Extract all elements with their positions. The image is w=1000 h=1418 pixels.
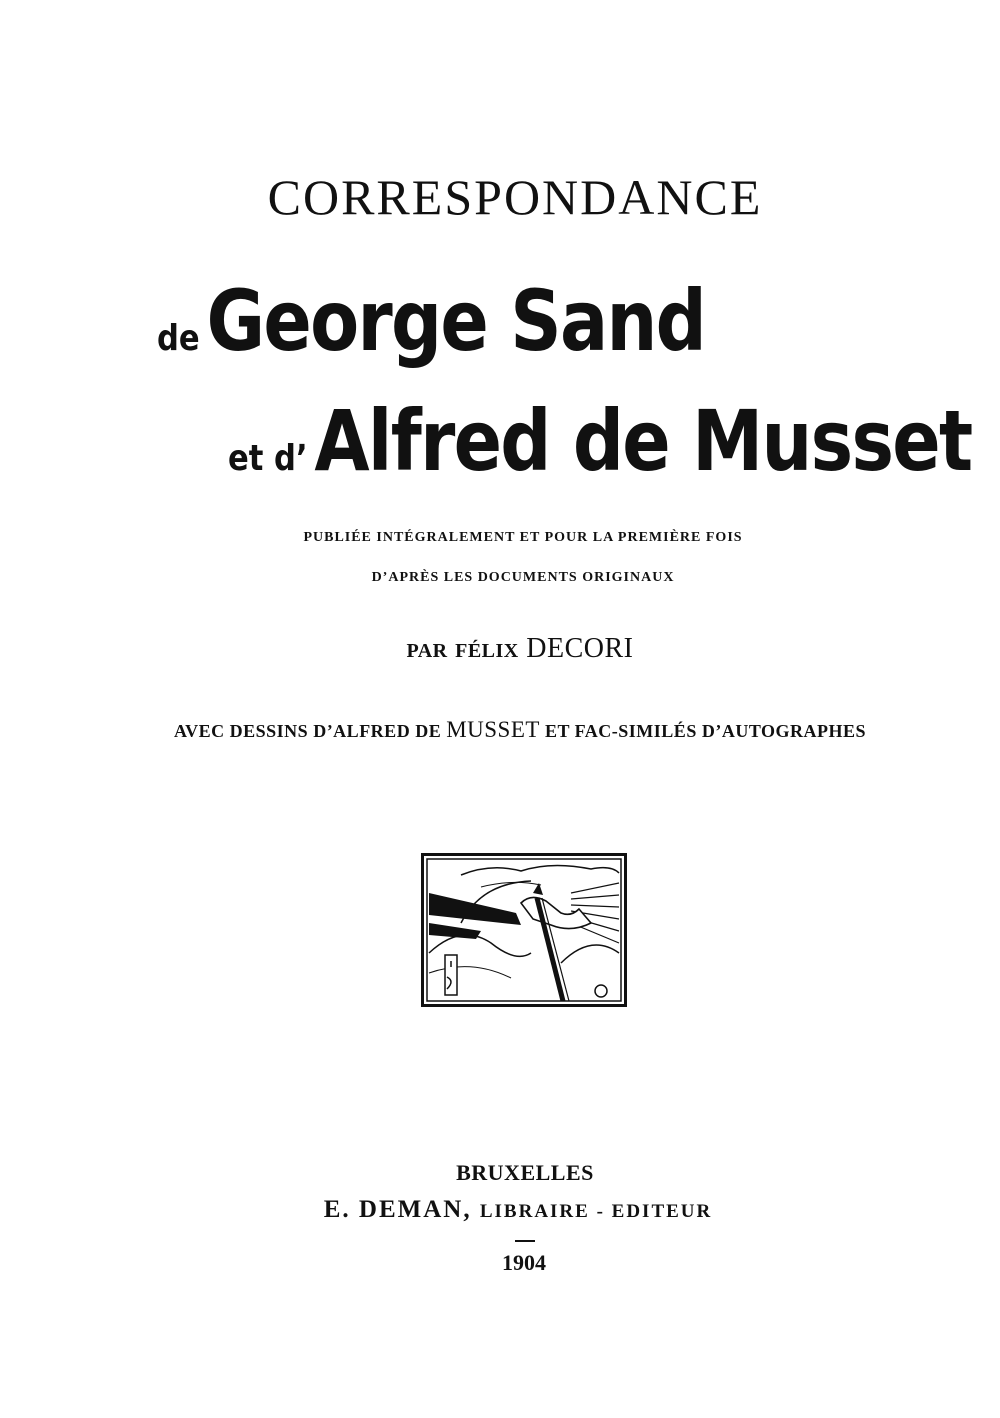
subtitle-line-2: D’APRÈS LES DOCUMENTS ORIGINAUX xyxy=(371,570,675,585)
author-line xyxy=(0,633,1000,665)
title-line1-prefix: de xyxy=(157,318,200,359)
author-prefix: PAR xyxy=(406,640,448,662)
title-line2-prefix: et d’ xyxy=(228,438,308,479)
publisher-name: E. DEMAN, xyxy=(323,1196,472,1223)
author-last-name: DECORI xyxy=(526,633,634,664)
title-line-alfred-de-musset xyxy=(228,392,971,490)
page-heading: CORRESPONDANCE xyxy=(267,169,763,225)
drawings-part-2: ET FAC-SIMILÉS D’AUTOGRAPHES xyxy=(544,721,867,741)
drawings-note xyxy=(0,717,1000,743)
publication-city: BRUXELLES xyxy=(456,1160,594,1185)
title-line2-main: Alfred de Musset xyxy=(314,392,972,490)
printers-mark-icon xyxy=(421,853,627,1007)
title-line1-main: George Sand xyxy=(206,272,705,370)
publisher-line xyxy=(0,1196,1000,1224)
separator-rule xyxy=(515,1240,535,1242)
subtitle-line-1: PUBLIÉE INTÉGRALEMENT ET POUR LA PREMIÈRE FOIS xyxy=(303,530,743,545)
drawings-name: MUSSET xyxy=(446,717,540,742)
publication-year: 1904 xyxy=(502,1250,546,1275)
publisher-role: LIBRAIRE - EDITEUR xyxy=(479,1201,713,1222)
title-line-george-sand xyxy=(157,272,705,370)
author-first-name: FÉLIX xyxy=(455,640,519,662)
drawings-part-1: AVEC DESSINS D’ALFRED DE xyxy=(173,721,442,741)
